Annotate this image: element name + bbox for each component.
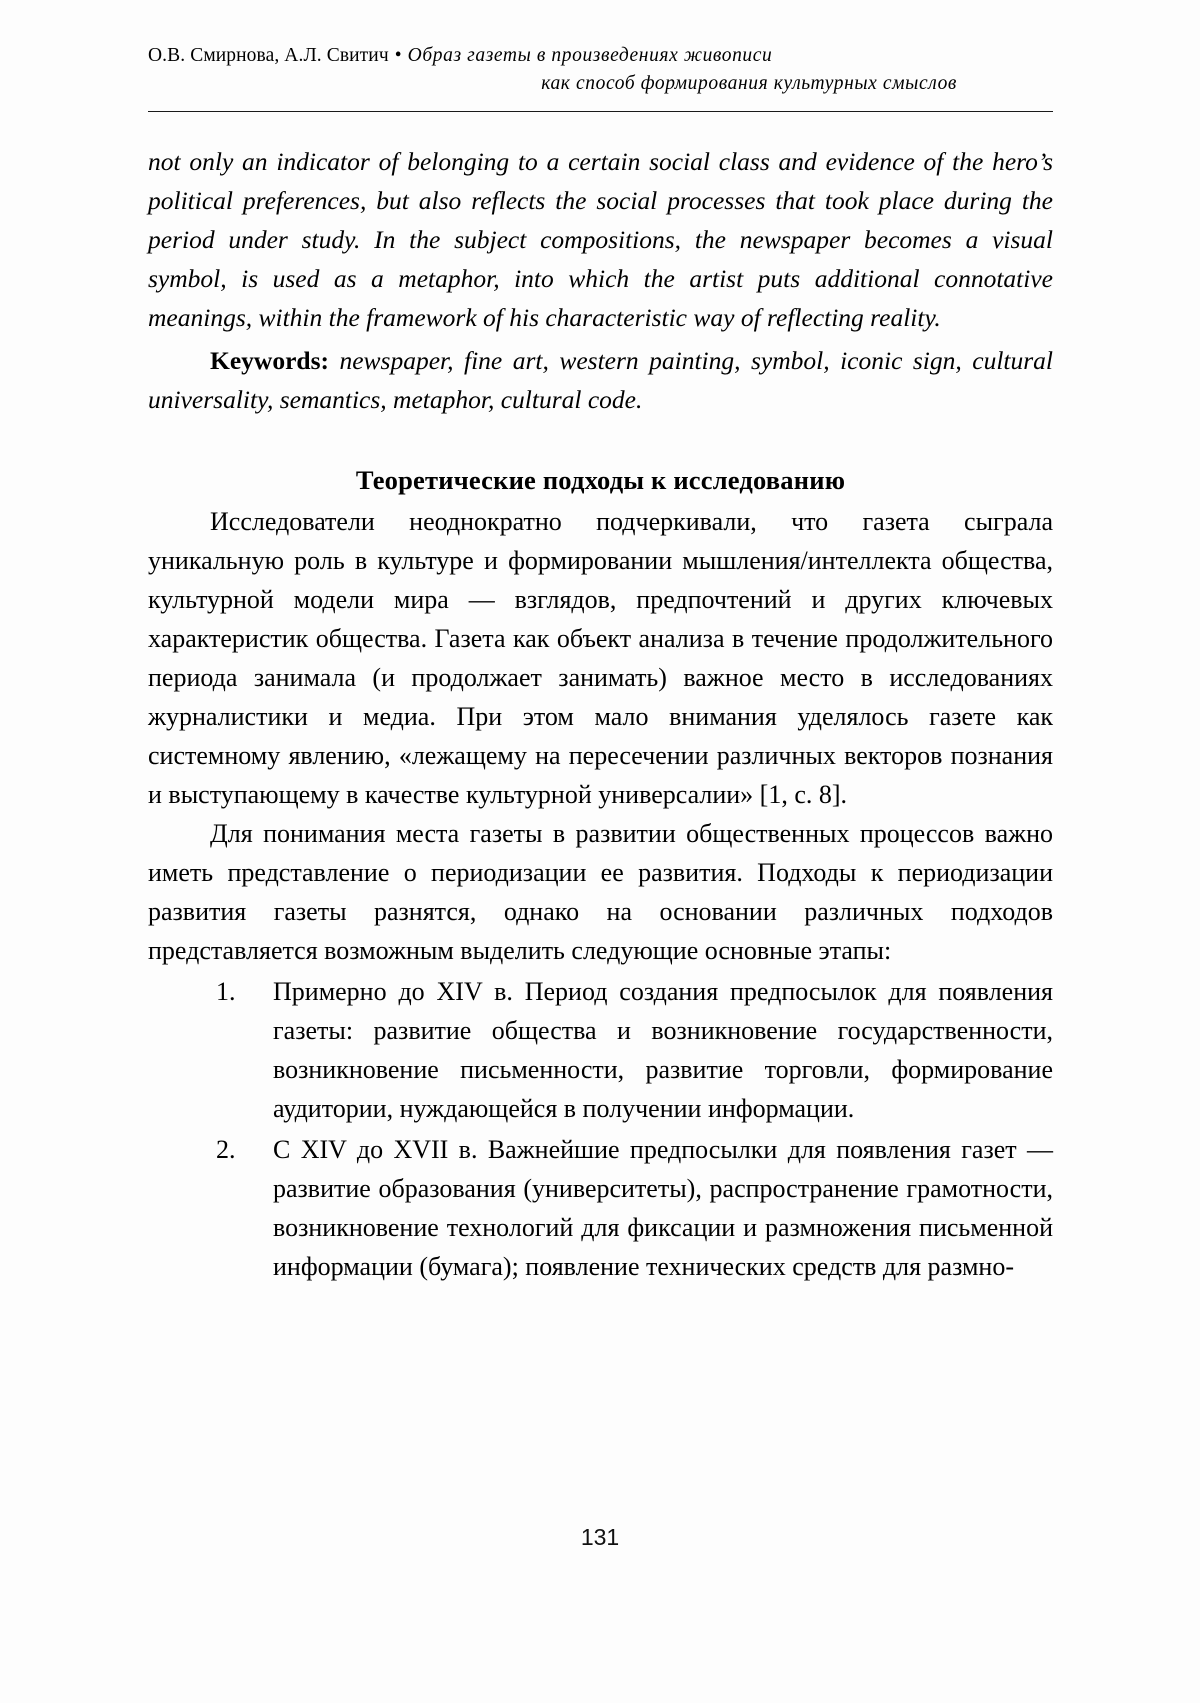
keywords-label: Keywords: bbox=[210, 345, 329, 375]
body-text bbox=[148, 502, 1053, 970]
abstract-block bbox=[148, 142, 1053, 337]
running-head-title-line1: Образ газеты в произведениях живописи bbox=[407, 45, 773, 66]
running-head-line-1 bbox=[148, 42, 1053, 70]
paragraph-1: Исследователи неоднократно подчеркивали, что газета сыграла уникальную роль в культуре и формировании мышления/интеллекта общества, культурной модели мира — взглядов, предпочтений и других ключевых характеристик общества. Газета как объект анализа в течение продолжительного периода занимала (и продолжает занимать) важное место в исследованиях журналистики и медиа. При этом мало внимания уделялось газете как системному явлению, «лежащему на пересечении различных векторов познания и выступающему в качестве культурной универсалии» [1, с. 8]. bbox=[148, 506, 1053, 809]
page-number: 131 bbox=[580, 1524, 620, 1550]
abstract-text: not only an indicator of belonging to a certain social class and evidence of the hero’s political preferences, but also reflects the social processes that took place during the period under study. In the subject compositions, the newspaper becomes a visual symbol, is used as a metaphor, into which the artist puts additional connotative meanings, within the framework of his characteristic way of reflecting reality. bbox=[148, 146, 1053, 332]
header-divider bbox=[148, 111, 1053, 112]
running-head-line-2 bbox=[148, 70, 1053, 98]
running-head bbox=[148, 42, 1053, 99]
running-head-bullet: • bbox=[394, 45, 402, 66]
running-head-authors: О.В. Смирнова, А.Л. Свитич bbox=[148, 45, 389, 66]
list-item-number: 1. bbox=[216, 976, 236, 1006]
numbered-list bbox=[148, 972, 1053, 1286]
list-item-text: С XIV до XVII в. Важнейшие предпосылки для появления газет — развитие образования (университеты), распространение грамотности, возникновение технологий для фиксации и размножения письменной информации (бумага); появление технических средств для размно- bbox=[273, 1134, 1053, 1281]
list-item bbox=[148, 1130, 1053, 1286]
list-item-number: 2. bbox=[216, 1134, 236, 1164]
paragraph-2: Для понимания места газеты в развитии общественных процессов важно иметь представление о периодизации ее развития. Подходы к периодизации развития газеты разнятся, однако на основании различных подходов представляется возможным выделить следующие основные этапы: bbox=[148, 818, 1053, 965]
section-heading: Теоретические подходы к исследованию bbox=[355, 464, 846, 495]
keywords-text: newspaper, fine art, western painting, symbol, iconic sign, cultural universality, semantics, metaphor, cultural code. bbox=[148, 345, 1053, 414]
list-item bbox=[148, 972, 1053, 1128]
running-head-title-line2: как способ формирования культурных смыслов bbox=[541, 73, 957, 95]
list-item-text: Примерно до XIV в. Период создания предпосылок для появления газеты: развитие общества и возникновение государственности, возникновение письменности, развитие торговли, формирование аудитории, нуждающейся в получении информации. bbox=[273, 976, 1053, 1123]
keywords-block bbox=[148, 341, 1053, 419]
page-content bbox=[148, 42, 1053, 1286]
